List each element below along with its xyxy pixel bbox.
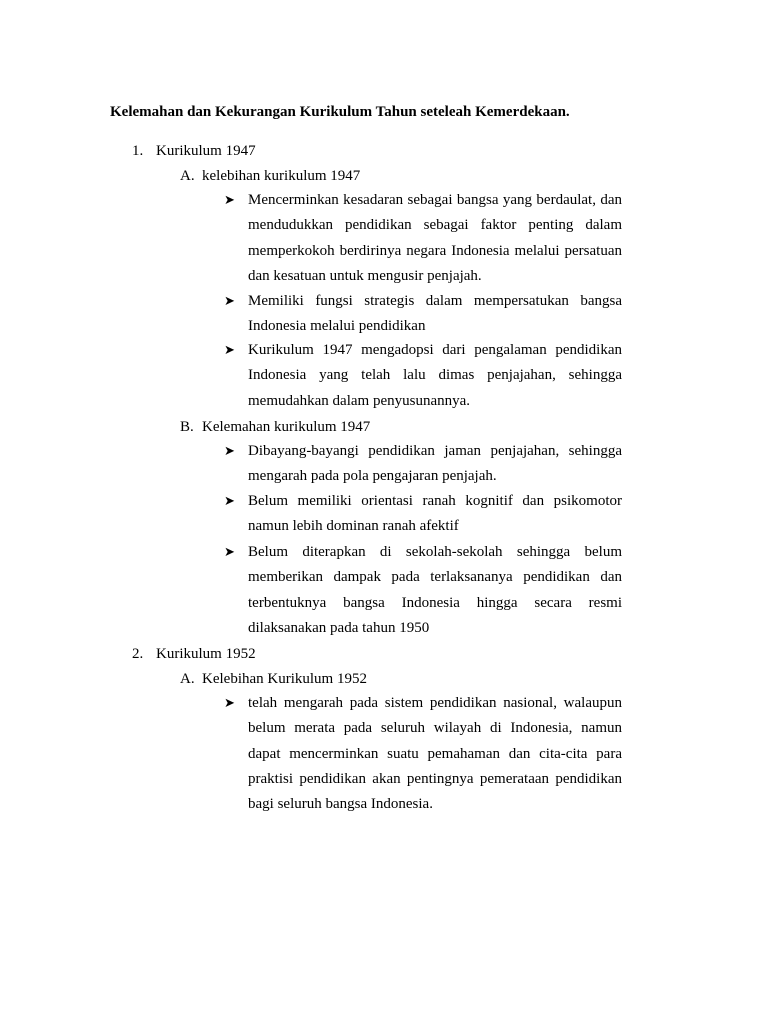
arrow-bullet-icon: ➤ bbox=[224, 343, 235, 358]
list-item-text: Belum memiliki orientasi ranah kognitif dan psikomotor namun lebih dominan ranah afektif bbox=[248, 493, 622, 535]
section-title: Kurikulum 1952 bbox=[156, 646, 256, 662]
list-item bbox=[224, 439, 622, 490]
list-item-text: Memiliki fungsi strategis dalam mempersatukan bangsa Indonesia melalui pendidikan bbox=[248, 293, 622, 335]
document-title: Kelemahan dan Kekurangan Kurikulum Tahun seteleah Kemerdekaan. bbox=[110, 104, 570, 120]
section-heading bbox=[132, 645, 256, 663]
list-item bbox=[224, 489, 622, 540]
subsection-title: Kelemahan kurikulum 1947 bbox=[202, 419, 371, 435]
arrow-bullet-icon: ➤ bbox=[224, 545, 235, 560]
list-item bbox=[224, 540, 622, 641]
arrow-bullet-icon: ➤ bbox=[224, 193, 235, 208]
arrow-bullet-icon: ➤ bbox=[224, 444, 235, 459]
section-title: Kurikulum 1947 bbox=[156, 143, 256, 159]
list-item-text: Kurikulum 1947 mengadopsi dari pengalaman pendidikan Indonesia yang telah lalu dimas penjajahan, sehingga memudahkan dalam penyusunannya. bbox=[248, 342, 622, 409]
list-item-text: Mencerminkan kesadaran sebagai bangsa yang berdaulat, dan mendudukkan pendidikan sebagai faktor penting dalam memperkokoh berdirinya negara Indonesia melalui persatuan dan kesatuan untuk mengusir penjajah. bbox=[248, 192, 622, 284]
arrow-bullet-icon: ➤ bbox=[224, 696, 235, 711]
subsection-letter: B. bbox=[180, 419, 194, 435]
subsection-letter: A. bbox=[180, 168, 195, 184]
list-item bbox=[224, 691, 622, 817]
list-item-text: Dibayang-bayangi pendidikan jaman penjajahan, sehingga mengarah pada pola pengajaran penjajah. bbox=[248, 443, 622, 485]
subsection-heading bbox=[180, 670, 367, 688]
subsection-title: Kelebihan Kurikulum 1952 bbox=[202, 671, 367, 687]
list-item bbox=[224, 188, 622, 289]
subsection-title: kelebihan kurikulum 1947 bbox=[202, 168, 361, 184]
list-item-text: telah mengarah pada sistem pendidikan nasional, walaupun belum merata pada seluruh wilayah di Indonesia, namun dapat mencerminkan suatu pemahaman dan cita-cita para praktisi pendidikan akan pentingnya pemerataan pendidikan bagi seluruh bangsa Indonesia. bbox=[248, 695, 622, 813]
arrow-bullet-icon: ➤ bbox=[224, 294, 235, 309]
list-item bbox=[224, 338, 622, 414]
subsection-letter: A. bbox=[180, 671, 195, 687]
arrow-bullet-icon: ➤ bbox=[224, 494, 235, 509]
list-item-text: Belum diterapkan di sekolah-sekolah sehingga belum memberikan dampak pada terlaksananya pendidikan dan terbentuknya bangsa Indonesia hingga secara resmi dilaksanakan pada tahun 1950 bbox=[248, 544, 622, 636]
list-item bbox=[224, 289, 622, 340]
subsection-heading bbox=[180, 167, 360, 185]
section-number: 1. bbox=[132, 143, 144, 159]
subsection-heading bbox=[180, 418, 370, 436]
section-heading bbox=[132, 142, 256, 160]
section-number: 2. bbox=[132, 646, 144, 662]
